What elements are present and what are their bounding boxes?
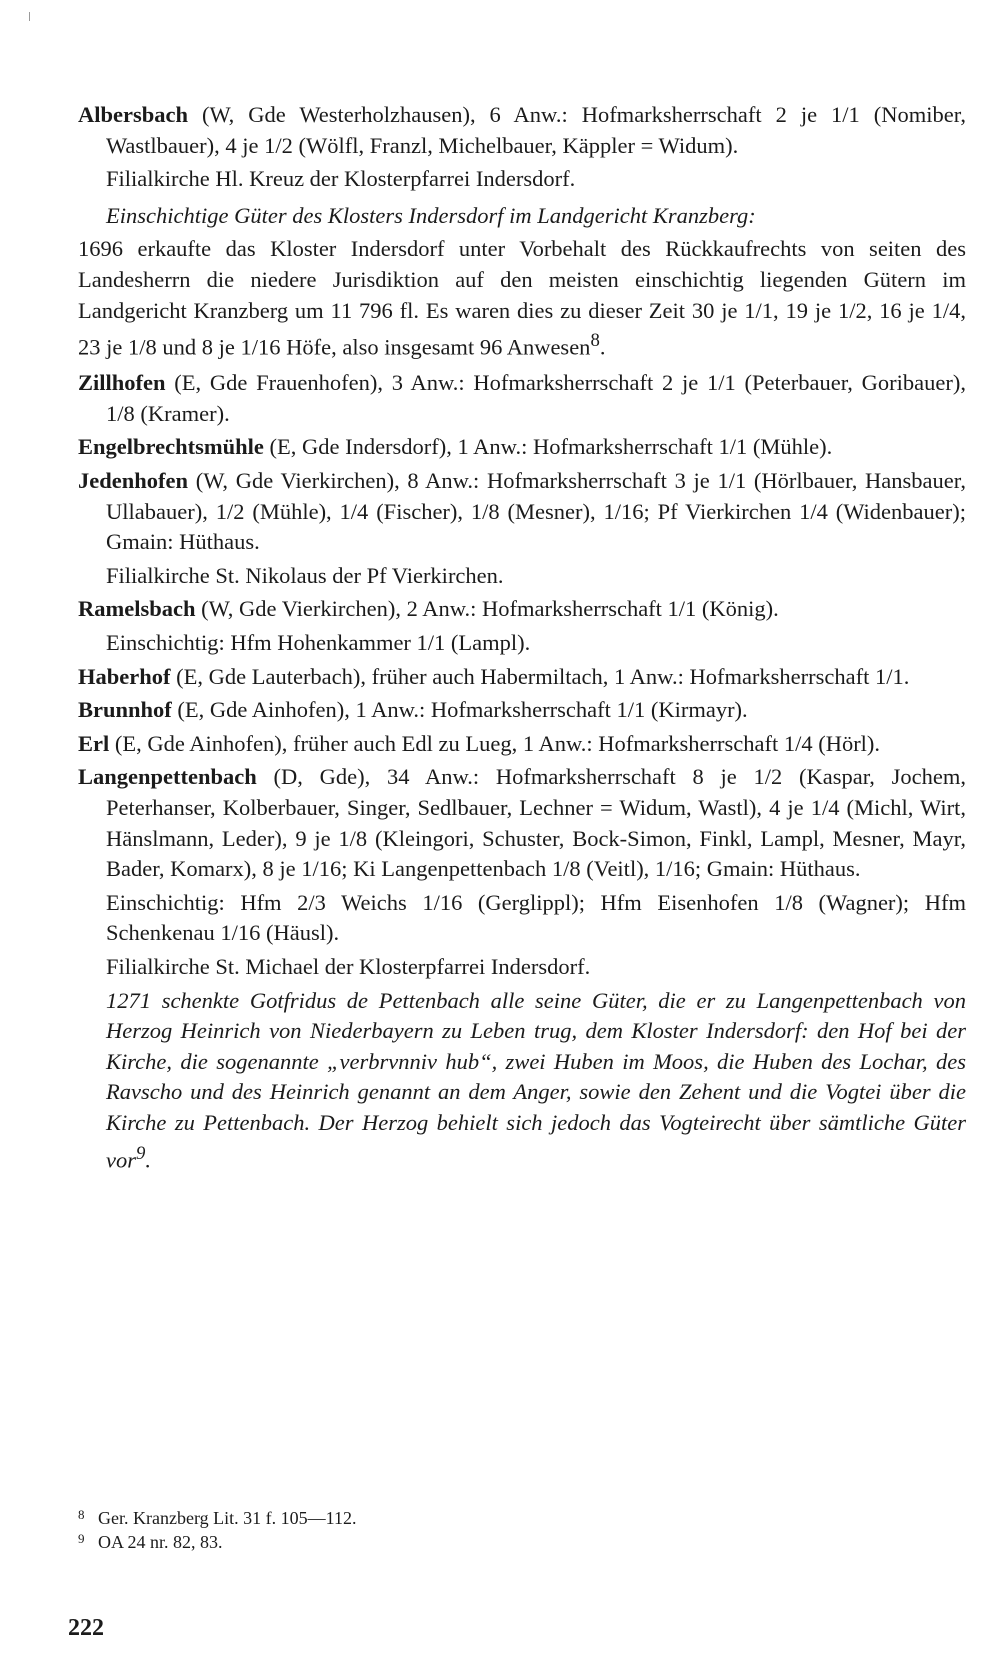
footnote-8	[78, 1506, 778, 1530]
entry-haberhof	[78, 662, 966, 693]
entry-title: Zillhofen	[78, 370, 166, 396]
entry-ramelsbach	[78, 594, 966, 625]
footnote-9	[78, 1530, 778, 1554]
entry-brunnhof	[78, 695, 966, 726]
entry-text: (E, Gde Indersdorf), 1 Anw.: Hofmarksherrschaft 1/1 (Mühle).	[269, 434, 833, 460]
entry-zillhofen	[78, 368, 966, 429]
footnotes	[78, 1506, 778, 1554]
intro-text: 1696 erkaufte das Kloster Indersdorf unter Vorbehalt des Rückkaufrechts von seiten des Landesherrn die niedere Jurisdiktion auf den meisten einschichtig liegenden Gütern im Landgericht Kranzberg um 11 796 fl. Es waren dies zu dieser Zeit 30 je 1/1, 19 je 1/2, 16 je 1/4, 23 je 1/8 und 8 je 1/16 Höfe, also insgesamt 96 Anwesen	[78, 236, 966, 360]
scan-artifact-mark	[29, 12, 30, 21]
entry-title: Erl	[78, 730, 110, 756]
page-number: 222	[68, 1615, 104, 1641]
entry-history-paragraph: 1271 schenkte Gotfridus de Pettenbach alle seine Güter, die er zu Langenpettenbach von Herzog Heinrich von Niederbayern zu Leben trug, dem Kloster Indersdorf: den Hof bei der Kirche, die sogenannte „verbrvnniv hub“, zwei Huben im Moos, die Huben des Lochar, des Ravscho und des Heinrich genannt an dem Anger, sowie den Zehent und die Vogtei über die Kirche zu Pettenbach. Der Herzog behielt sich jedoch das Vogteirecht über sämtliche Güter vor$^9$.	[106, 987, 966, 1172]
entry-text: (E, Gde Ainhofen), 1 Anw.: Hofmarksherrschaft 1/1 (Kirmayr).	[177, 697, 748, 723]
entry-jedenhofen	[78, 466, 966, 558]
entry-title: Langenpettenbach	[78, 764, 257, 790]
entry-title: Engelbrechtsmühle	[78, 434, 264, 460]
section-intro-paragraph: 1696 erkaufte das Kloster Indersdorf unter Vorbehalt des Rückkaufrechts von seiten des Landesherrn die niedere Jurisdiktion auf den meisten einschichtig liegenden Gütern im Landgericht Kranzberg um 11 796 fl. Es waren dies zu dieser Zeit 30 je 1/1, 19 je 1/2, 16 je 1/4, 23 je 1/8 und 8 je 1/16 Höfe, also insgesamt 96 Anwesen$^8$.	[78, 236, 966, 360]
entry-text: (E, Gde Ainhofen), früher auch Edl zu Lueg, 1 Anw.: Hofmarksherrschaft 1/4 (Hörl).	[114, 730, 881, 756]
entry-text: (E, Gde Frauenhofen), 3 Anw.: Hofmarksherrschaft 2 je 1/1 (Peterbauer, Goribauer), 1/8 (Kramer).	[106, 370, 966, 426]
entry-text: (W, Gde Westerholzhausen), 6 Anw.: Hofmarksherrschaft 2 je 1/1 (Nomiber, Wastlbauer), 4 je 1/2 (Wölfl, Franzl, Michelbauer, Käppler = Widum).	[106, 102, 966, 158]
entry-title: Albersbach	[78, 102, 189, 127]
entry-text: (E, Gde Lauterbach), früher auch Habermiltach, 1 Anw.: Hofmarksherrschaft 1/1.	[176, 663, 910, 689]
entry-note: Filialkirche Hl. Kreuz der Klosterpfarrei Indersdorf.	[106, 166, 576, 192]
entry-text: (D, Gde), 34 Anw.: Hofmarksherrschaft 8 je 1/2 (Kaspar, Jochem, Peterhanser, Kolberbauer, Singer, Sedlbauer, Lechner = Widum, Wastl), 4 je 1/4 (Michl, Wirt, Hänslmann, Leder), 9 je 1/8 (Kleingori, Schuster, Bock-Simon, Finkl, Lampl, Mesner, Mayr, Bader, Komarx), 8 je 1/16; Ki Langenpettenbach 1/8 (Veitl), 1/16; Gmain: Hüthaus.	[106, 764, 967, 882]
entry-title: Ramelsbach	[78, 596, 196, 622]
entry-note: Einschichtig: Hfm Hohenkammer 1/1 (Lampl).	[106, 630, 531, 655]
footnote-mark: 8	[78, 1507, 85, 1522]
entry-text: (W, Gde Vierkirchen), 2 Anw.: Hofmarksherrschaft 1/1 (König).	[201, 596, 779, 622]
entry-title: Brunnhof	[78, 697, 172, 723]
footnote-reference: 8	[590, 330, 600, 352]
entry-erl	[78, 729, 966, 760]
entry-langenpettenbach	[78, 762, 966, 884]
history-text: 1271 schenkte Gotfridus de Pettenbach alle seine Güter, die er zu Langenpettenbach von Herzog Heinrich von Niederbayern zu Leben trug, dem Kloster Indersdorf: den Hof bei der Kirche, die sogenannte „verbrvnniv hub“, zwei Huben im Moos, die Huben des Lochar, des Ravscho und des Heinrich genannt an dem Anger, sowie den Zehent und die Vogtei über die Kirche zu Pettenbach. Der Herzog behielt sich jedoch das Vogteirecht über sämtliche Güter vor	[106, 987, 966, 1172]
entry-note: Einschichtig: Hfm 2/3 Weichs 1/16 (Gerglippl); Hfm Eisenhofen 1/8 (Wagner); Hfm Schenkenau 1/16 (Häusl).	[106, 889, 966, 946]
footnote-text: Ger. Kranzberg Lit. 31 f. 105—112.	[98, 1508, 357, 1528]
entry-title: Haberhof	[78, 663, 171, 689]
section-heading: Einschichtige Güter des Klosters Indersdorf im Landgericht Kranzberg:	[106, 202, 756, 228]
footnote-reference: 9	[136, 1142, 146, 1164]
entry-albersbach	[78, 100, 966, 161]
entry-title: Jedenhofen	[78, 468, 189, 494]
entry-note: Filialkirche St. Nikolaus der Pf Vierkirchen.	[106, 562, 504, 588]
entry-note: Filialkirche St. Michael der Klosterpfarrei Indersdorf.	[106, 953, 591, 979]
entry-text: (W, Gde Vierkirchen), 8 Anw.: Hofmarksherrschaft 3 je 1/1 (Hörlbauer, Hansbauer, Ullabauer), 1/2 (Mühle), 1/4 (Fischer), 1/8 (Mesner), 1/16; Pf Vierkirchen 1/4 (Widenbauer); Gmain: Hüthaus.	[106, 468, 966, 555]
footnote-text: OA 24 nr. 82, 83.	[98, 1532, 223, 1552]
entry-engelbrechtsmuehle	[78, 432, 966, 463]
main-text	[78, 100, 966, 1179]
footnote-mark: 9	[78, 1531, 85, 1546]
